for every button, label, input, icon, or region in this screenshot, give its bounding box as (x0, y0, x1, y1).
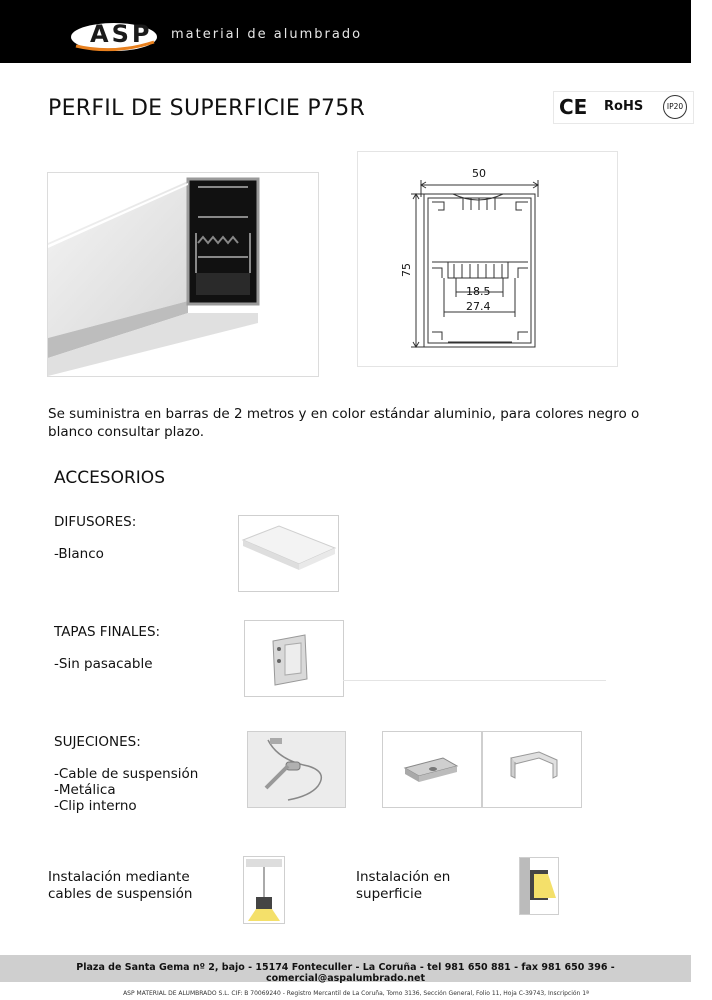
ip-rating-badge: IP20 (663, 95, 687, 119)
profile-photo-illustration (48, 173, 318, 376)
header-tagline: material de alumbrado (171, 27, 363, 42)
installation-surface-text: Instalación en superficie (356, 869, 451, 902)
rohs-mark: RoHS (604, 99, 644, 114)
drawing-inner-label-2: 27.4 (466, 300, 491, 313)
sujeciones-item-metalica: -Metálica (54, 782, 116, 798)
drawing-height-label: 75 (400, 263, 413, 277)
sujeciones-item-clip: -Clip interno (54, 798, 137, 814)
certification-box (553, 91, 694, 124)
installation-suspension-text: Instalación mediante cables de suspensión (48, 869, 193, 902)
accessories-title: ACCESORIOS (54, 468, 165, 488)
drawing-inner-label-1: 18.5 (466, 285, 491, 298)
tapas-title: TAPAS FINALES: (54, 624, 161, 640)
drawing-width-label: 50 (472, 167, 486, 180)
diffuser-image (238, 515, 339, 592)
metal-bracket-image (382, 731, 482, 808)
product-description: Se suministra en barras de 2 metros y en color estándar aluminio, para colores negro o blanco consultar plazo. (48, 406, 640, 440)
page-title: PERFIL DE SUPERFICIE P75R (48, 96, 366, 121)
profile-photo (47, 172, 319, 377)
end-cap-image (244, 620, 344, 697)
sujeciones-item-cable: -Cable de suspensión (54, 766, 199, 782)
ce-mark: CE (559, 95, 588, 119)
surface-install-icon (519, 857, 559, 915)
header-edge (691, 0, 712, 63)
profile-section-drawing (358, 152, 617, 366)
suspension-install-icon (243, 856, 285, 924)
footer-legal: ASP MATERIAL DE ALUMBRADO S.L. CIF: B 70069240 - Registro Mercantil de La Coruña, Tomo 3136, Sección General, Folio 11, Hoja C-39743, Inscripción 1ª (123, 990, 589, 997)
internal-clip-image (482, 731, 582, 808)
footer-address: Plaza de Santa Gema nº 2, bajo - 15174 Fonteculler - La Coruña - tel 981 650 881 - fax 981 650 396 - comercial@aspalumbrado.net (76, 962, 615, 984)
sujeciones-title: SUJECIONES: (54, 734, 141, 750)
technical-drawing (357, 151, 618, 367)
divider-line (343, 680, 606, 681)
difusores-title: DIFUSORES: (54, 514, 137, 530)
logo-text: ASP (90, 20, 153, 48)
tapas-item: -Sin pasacable (54, 656, 153, 672)
difusores-item: -Blanco (54, 546, 104, 562)
suspension-cable-image (247, 731, 346, 808)
